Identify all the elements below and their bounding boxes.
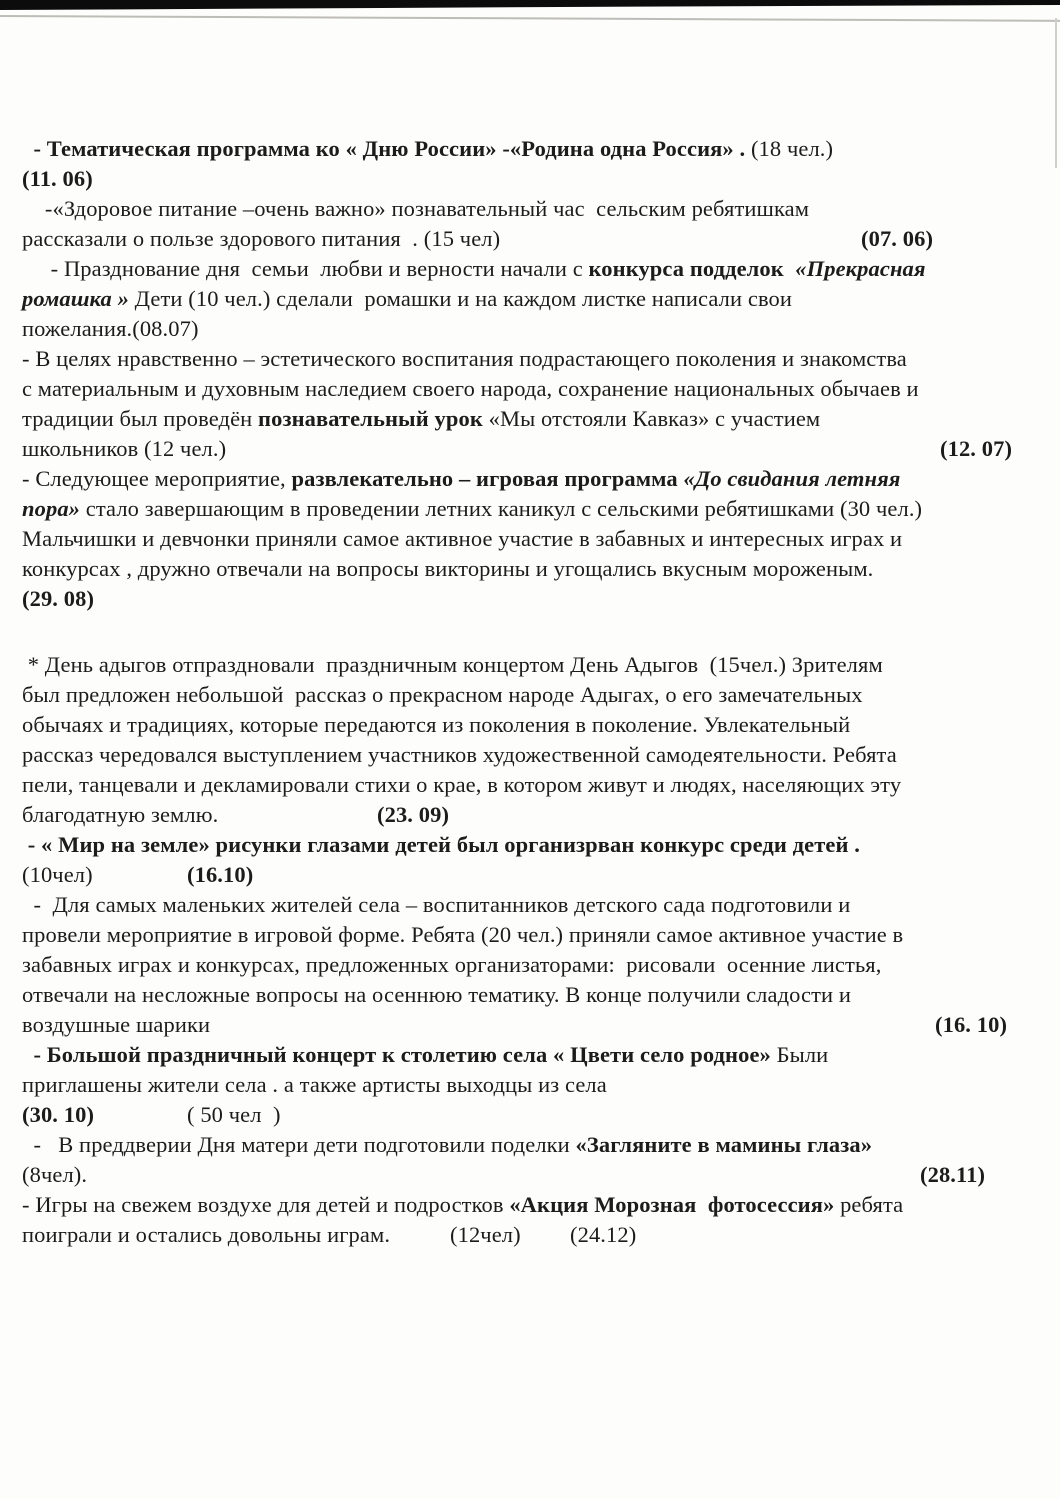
text-line	[22, 830, 1038, 860]
text-run: (16. 10)	[935, 1012, 1008, 1037]
text-line	[22, 950, 1038, 980]
text-run: Мальчишки и девчонки приняли самое активное участие в забавных и интересных играх и	[22, 526, 903, 551]
text-line	[22, 404, 1038, 434]
text-run: (18 чел.)	[745, 136, 834, 161]
text-run: благодатную землю.	[22, 802, 219, 827]
text-line	[22, 134, 1038, 164]
text-run: (16.10)	[187, 862, 254, 887]
scan-fold-line-artifact	[0, 15, 1060, 21]
text-run: - Тематическая программа ко « Дню России» -«Родина одна Россия» .	[22, 136, 746, 161]
text-run: провели мероприятие в игровой форме. Ребята (20 чел.) приняли самое активное участие в	[22, 922, 904, 947]
text-run: (30. 10)	[22, 1102, 95, 1127]
text-line	[22, 860, 1038, 890]
text-line	[22, 254, 1038, 284]
text-line	[22, 770, 1038, 800]
text-run: (07. 06)	[861, 226, 934, 251]
text-line	[22, 710, 1038, 740]
text-run: (11. 06)	[22, 166, 93, 191]
text-line	[22, 1010, 1038, 1040]
text-run: (8чел).	[22, 1162, 88, 1187]
text-run: (12чел)	[450, 1222, 521, 1247]
text-run: (28.11)	[920, 1162, 986, 1187]
scan-top-edge-artifact	[0, 0, 1060, 10]
text-line	[22, 434, 1038, 464]
text-run: «Прекрасная	[783, 256, 926, 281]
text-line	[22, 494, 1038, 524]
text-run: (12. 07)	[940, 436, 1013, 461]
text-line	[22, 1220, 1038, 1250]
text-run: Были	[770, 1042, 829, 1067]
text-run: - Празднование дня семьи любви и верности начали с	[22, 256, 589, 281]
text-line	[22, 224, 1038, 254]
text-run: отвечали на несложные вопросы на осеннюю тематику. В конце получили сладости и	[22, 982, 852, 1007]
text-line	[22, 740, 1038, 770]
text-run: пели, танцевали и декламировали стихи о крае, в котором живут и людях, населяющих эту	[22, 772, 902, 797]
text-run: обычаях и традициях, которые передаются из поколения в поколение. Увлекательный	[22, 712, 851, 737]
text-line	[22, 1070, 1038, 1100]
text-run: забавных играх и конкурсах, предложенных организаторами: рисовали осенние листья,	[22, 952, 882, 977]
text-run: был предложен небольшой рассказ о прекрасном народе Адыгах, о его замечательных	[22, 682, 863, 707]
text-run: школьников (12 чел.)	[22, 436, 227, 461]
text-line	[22, 584, 1038, 614]
text-run: стало завершающим в проведении летних каникул с сельскими ребятишками (30 чел.)	[80, 496, 923, 521]
text-line	[22, 344, 1038, 374]
text-run: - Игры на свежем воздухе для детей и подростков	[22, 1192, 510, 1217]
text-line	[22, 1160, 1038, 1190]
text-run: с материальным и духовным наследием своего народа, сохранение национальных обычаев и	[22, 376, 919, 401]
text-run: - Большой праздничный концерт к столетию села « Цвети село родное»	[22, 1042, 771, 1067]
text-run: ( 50 чел )	[187, 1102, 281, 1127]
text-run: ребята	[834, 1192, 904, 1217]
text-line	[22, 314, 1038, 344]
text-line	[22, 650, 1038, 680]
text-run: рассказ чередовался выступлением участников художественной самодеятельности. Ребята	[22, 742, 897, 767]
document-text	[22, 134, 1038, 1250]
text-run: * День адыгов отпраздновали праздничным концертом День Адыгов (15чел.) Зрителям	[22, 652, 883, 677]
text-run: «Акция Морозная фотосессия»	[509, 1192, 835, 1217]
text-run: воздушные шарики	[22, 1012, 211, 1037]
text-line	[22, 524, 1038, 554]
text-run: конкурсах , дружно отвечали на вопросы викторины и угощались вкусным мороженым.	[22, 556, 874, 581]
text-line	[22, 374, 1038, 404]
text-line	[22, 680, 1038, 710]
text-run: «Мы отстояли Кавказ» с участием	[482, 406, 821, 431]
text-line	[22, 980, 1038, 1010]
text-line	[22, 554, 1038, 584]
text-run: - В преддверии Дня матери дети подготовили поделки	[22, 1132, 576, 1157]
text-line	[22, 1190, 1038, 1220]
text-run: поиграли и остались довольны играм.	[22, 1222, 391, 1247]
text-run: рассказали о пользе здорового питания . (15 чел)	[22, 226, 501, 251]
text-run: - « Мир на земле» рисунки глазами детей был организрван конкурс среди детей .	[22, 832, 860, 857]
text-line	[22, 1040, 1038, 1070]
text-run: познавательный урок	[258, 406, 483, 431]
text-line	[22, 164, 1038, 194]
text-line	[22, 464, 1038, 494]
text-line	[22, 284, 1038, 314]
text-run: развлекательно – игровая программа	[291, 466, 684, 491]
text-run: приглашены жители села . а также артисты выходцы из села	[22, 1072, 607, 1097]
scan-right-edge-artifact	[1055, 18, 1057, 168]
text-line	[22, 1100, 1038, 1130]
text-run: - Для самых маленьких жителей села – воспитанников детского сада подготовили и	[22, 892, 851, 917]
text-run: «Загляните в мамины глаза»	[575, 1132, 873, 1157]
text-run: ромашка »	[22, 286, 129, 311]
text-run: пожелания.(08.07)	[22, 316, 199, 341]
text-run: пора»	[22, 496, 81, 521]
text-run: -«Здоровое питание –очень важно» познавательный час сельским ребятишкам	[22, 196, 810, 221]
text-run: конкурса подделок	[588, 256, 784, 281]
text-run: - Следующее мероприятие,	[22, 466, 292, 491]
text-line	[22, 1130, 1038, 1160]
text-run: Дети (10 чел.) сделали ромашки и на каждом листке написали свои	[128, 286, 793, 311]
text-run: (29. 08)	[22, 586, 95, 611]
text-line	[22, 920, 1038, 950]
text-run: «До свидания летняя	[683, 466, 901, 491]
text-run: (23. 09)	[377, 802, 450, 827]
text-run: традиции был проведён	[22, 406, 259, 431]
text-line	[22, 800, 1038, 830]
text-run: - В целях нравственно – эстетического воспитания подрастающего поколения и знакомства	[22, 346, 907, 371]
text-run: (10чел)	[22, 862, 93, 887]
text-line	[22, 890, 1038, 920]
text-line	[22, 194, 1038, 224]
text-run: (24.12)	[570, 1222, 637, 1247]
